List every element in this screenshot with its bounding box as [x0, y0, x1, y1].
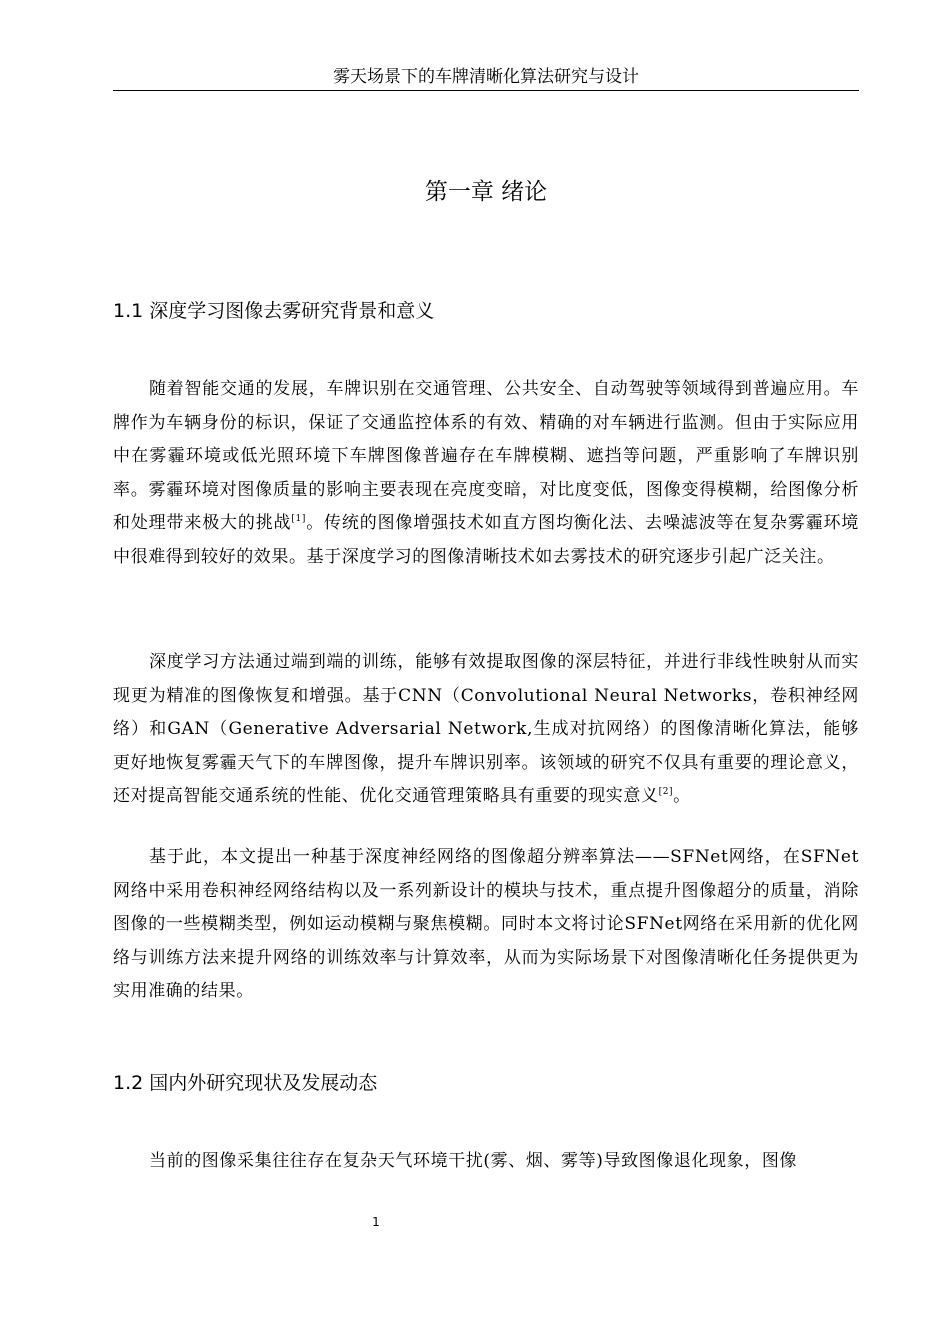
running-header-title: 雾天场景下的车牌清晰化算法研究与设计: [333, 67, 639, 87]
body-paragraph: 深度学习方法通过端到端的训练，能够有效提取图像的深层特征，并进行非线性映射从而实现更为精准的图像恢复和增强。基于CNN（Convolutional Neural Networks，卷积神经网络）和GAN（Generative Adversarial Network,生成对抗网络）的图像清晰化算法，能够更好地恢复雾霾天气下的车牌图像，提升车牌识别率。该领域的研究不仅具有重要的理论意义，还对提高智能交通系统的性能、优化交通管理策略具有重要的现实意义[2]。: [113, 652, 859, 806]
citation-ref: [2]: [658, 787, 674, 797]
page-number: 1: [372, 1215, 380, 1229]
section-heading-1-1: 1.1 深度学习图像去雾研究背景和意义: [113, 300, 435, 322]
body-paragraph: 当前的图像采集往往存在复杂天气环境干扰(雾、烟、雾等)导致图像退化现象，图像: [149, 1151, 798, 1171]
chapter-title: 第一章 绪论: [424, 179, 548, 205]
page-header: [113, 66, 859, 91]
section-heading-1-2: 1.2 国内外研究现状及发展动态: [113, 1072, 378, 1094]
citation-ref: [1]: [291, 514, 306, 524]
body-paragraph: 随着智能交通的发展，车牌识别在交通管理、公共安全、自动驾驶等领域得到普遍应用。车牌作为车辆身份的标识，保证了交通监控体系的有效、精确的对车辆进行监测。但由于实际应用中在雾霾环境或低光照环境下车牌图像普遍存在车牌模糊、遮挡等问题，严重影响了车牌识别率。雾霾环境对图像质量的影响主要表现在亮度变暗，对比度变低，图像变得模糊，给图像分析和处理带来极大的挑战[1]。传统的图像增强技术如直方图均衡化法、去噪滤波等在复杂雾霾环境中很难得到较好的效果。基于深度学习的图像清晰技术如去雾技术的研究逐步引起广泛关注。: [113, 379, 859, 567]
body-paragraph: 基于此，本文提出一种基于深度神经网络的图像超分辨率算法——SFNet网络，在SFNet网络中采用卷积神经网络结构以及一系列新设计的模块与技术，重点提升图像超分的质量，消除图像的一些模糊类型，例如运动模糊与聚焦模糊。同时本文将讨论SFNet网络在采用新的优化网络与训练方法来提升网络的训练效率与计算效率，从而为实际场景下对图像清晰化任务提供更为实用准确的结果。: [113, 847, 859, 1001]
